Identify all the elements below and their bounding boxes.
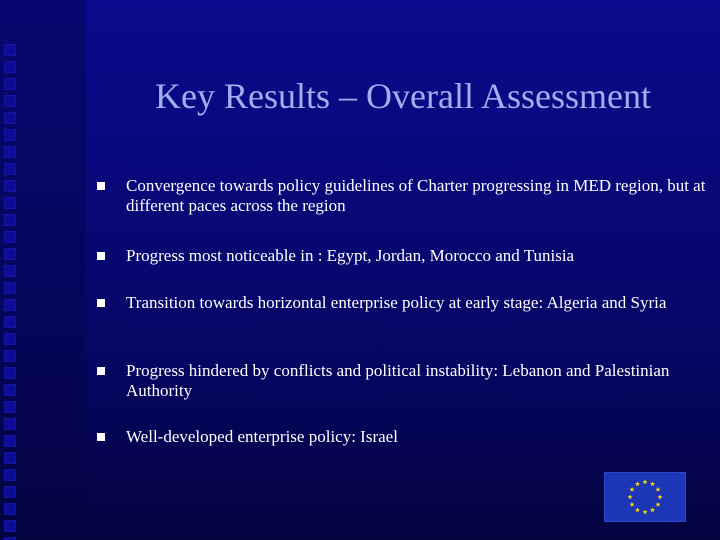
decorative-square xyxy=(4,44,16,56)
eu-star-icon xyxy=(650,507,655,512)
decorative-square xyxy=(4,401,16,413)
decorative-square xyxy=(4,95,16,107)
bullet-square-icon xyxy=(97,252,105,260)
bullet-square-icon xyxy=(97,182,105,190)
decorative-square xyxy=(4,299,16,311)
eu-star-icon xyxy=(630,487,635,492)
decorative-square xyxy=(4,214,16,226)
left-decorative-band xyxy=(0,0,86,540)
decorative-square xyxy=(4,333,16,345)
decorative-square xyxy=(4,282,16,294)
slide-title: Key Results – Overall Assessment xyxy=(155,76,651,116)
decorative-square xyxy=(4,112,16,124)
eu-star-icon xyxy=(643,479,648,484)
eu-star-icon xyxy=(628,494,633,499)
eu-star-icon xyxy=(656,502,661,507)
decorative-square xyxy=(4,248,16,260)
eu-star-icon xyxy=(656,487,661,492)
decorative-square xyxy=(4,180,16,192)
decorative-square xyxy=(4,316,16,328)
eu-star-icon xyxy=(635,507,640,512)
decorative-square xyxy=(4,146,16,158)
eu-star-icon xyxy=(658,494,663,499)
decorative-square xyxy=(4,350,16,362)
eu-flag-icon xyxy=(604,472,686,522)
decorative-square xyxy=(4,384,16,396)
decorative-square xyxy=(4,197,16,209)
decorative-square xyxy=(4,78,16,90)
decorative-square xyxy=(4,265,16,277)
decorative-square xyxy=(4,452,16,464)
bullet-text: Convergence towards policy guidelines of Charter progressing in MED region, but at different paces across the region xyxy=(126,176,706,215)
decorative-square xyxy=(4,520,16,532)
decorative-square xyxy=(4,231,16,243)
decorative-square xyxy=(4,435,16,447)
decorative-square xyxy=(4,61,16,73)
bullet-square-icon xyxy=(97,433,105,441)
bullet-square-icon xyxy=(97,367,105,375)
decorative-square xyxy=(4,367,16,379)
bullet-text: Progress hindered by conflicts and political instability: Lebanon and Palestinian Authority xyxy=(126,361,670,400)
decorative-square xyxy=(4,469,16,481)
bullet-text: Progress most noticeable in : Egypt, Jordan, Morocco and Tunisia xyxy=(126,246,575,265)
eu-star-icon xyxy=(650,481,655,486)
decorative-square xyxy=(4,418,16,430)
eu-star-icon xyxy=(635,481,640,486)
decorative-square xyxy=(4,486,16,498)
bullet-square-icon xyxy=(97,299,105,307)
decorative-square xyxy=(4,129,16,141)
eu-flag-stars xyxy=(605,473,685,521)
bullet-text: Transition towards horizontal enterprise policy at early stage: Algeria and Syria xyxy=(126,293,667,312)
decorative-square xyxy=(4,163,16,175)
decorative-squares xyxy=(4,44,24,540)
bullet-text: Well-developed enterprise policy: Israel xyxy=(126,427,398,446)
decorative-square xyxy=(4,503,16,515)
eu-star-icon xyxy=(643,509,648,514)
eu-star-icon xyxy=(630,502,635,507)
